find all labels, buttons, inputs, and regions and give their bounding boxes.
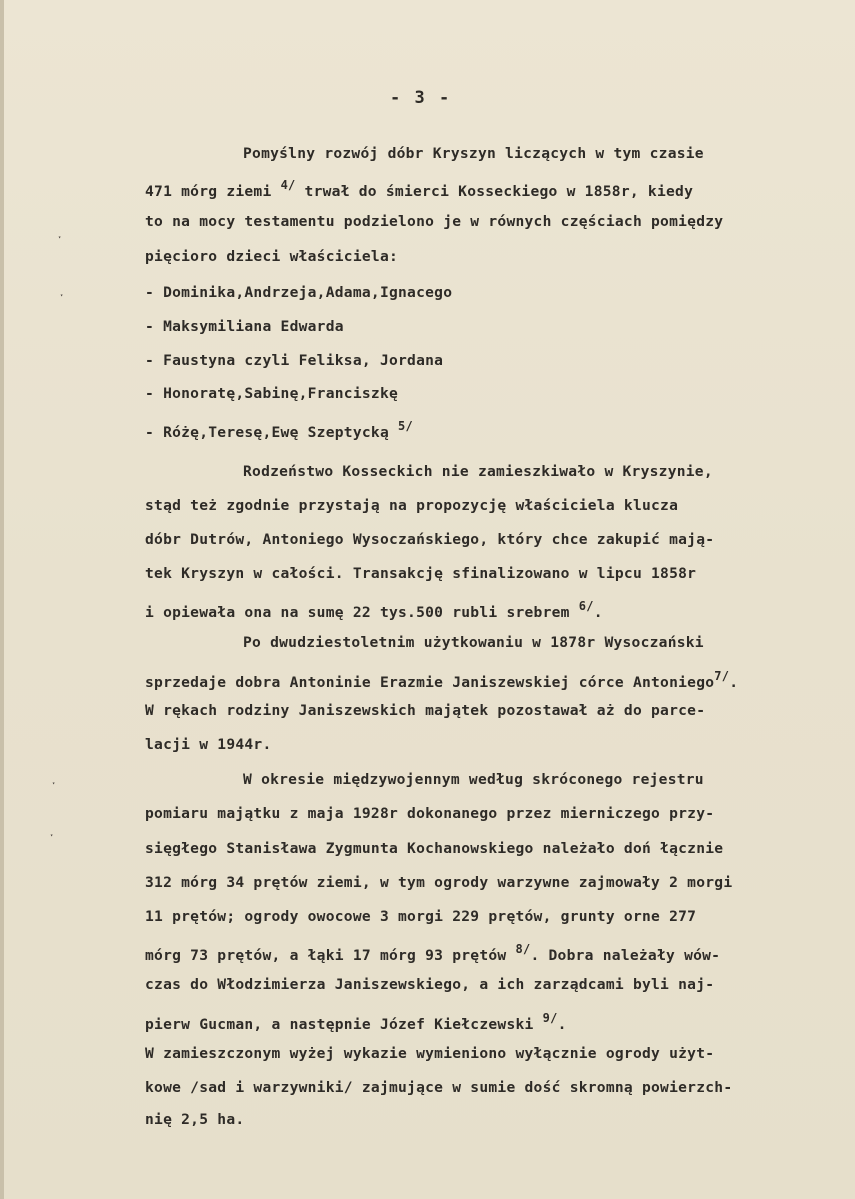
text-line: sięgłego Stanisława Zygmunta Kochanowskiego należało doń łącznie xyxy=(145,840,724,857)
text-span: - Różę,Teresę,Ewę Szeptycką xyxy=(145,424,389,441)
text-line xyxy=(145,1011,567,1033)
text-line: lacji w 1944r. xyxy=(145,736,272,753)
text-span: trwał do śmierci Kosseckiego w 1858r, kiedy xyxy=(295,183,694,200)
margin-mark: ˑ xyxy=(48,830,56,844)
footnote-ref: 5/ xyxy=(398,419,413,433)
list-item: - Maksymiliana Edwarda xyxy=(145,318,344,335)
text-line: czas do Włodzimierza Janiszewskiego, a ich zarządcami byli naj- xyxy=(145,976,715,993)
footnote-ref: 9/ xyxy=(542,1011,558,1025)
text-line: to na mocy testamentu podzielono je w równych częściach pomiędzy xyxy=(145,213,724,230)
text-line: W rękach rodziny Janiszewskich majątek pozostawał aż do parce- xyxy=(145,702,706,719)
margin-mark: ˑ xyxy=(56,232,64,246)
text-line: dóbr Dutrów, Antoniego Wysoczańskiego, który chce zakupić mają- xyxy=(145,531,715,548)
text-span: . xyxy=(557,1016,567,1033)
footnote-ref: 7/ xyxy=(714,669,730,683)
margin-mark: ˑ xyxy=(58,290,66,304)
footnote-ref: 4/ xyxy=(280,178,296,192)
text-line: tek Kryszyn w całości. Transakcję sfinalizowano w lipcu 1858r xyxy=(145,565,697,582)
margin-mark: ˑ xyxy=(50,778,58,792)
text-line: W zamieszczonym wyżej wykazie wymieniono wyłącznie ogrody użyt- xyxy=(145,1045,715,1062)
text-span: . xyxy=(729,674,739,691)
text-line: W okresie międzywojennym według skróconego rejestru xyxy=(243,771,704,788)
text-line: 312 mórg 34 prętów ziemi, w tym ogrody warzywne zajmowały 2 morgi xyxy=(145,874,733,891)
text-span: pierw Gucman, a następnie Józef Kiełczewski xyxy=(145,1016,534,1033)
text-line xyxy=(145,942,720,964)
text-span: mórg 73 prętów, a łąki 17 mórg 93 prętów xyxy=(145,947,507,964)
text-span: . xyxy=(593,604,603,621)
text-line: Pomyślny rozwój dóbr Kryszyn liczących w tym czasie xyxy=(243,145,704,162)
list-item xyxy=(145,419,413,441)
list-item: - Honoratę,Sabinę,Franciszkę xyxy=(145,385,399,402)
text-span: sprzedaje dobra Antoninie Erazmie Janiszewskiej córce Antoniego xyxy=(145,674,715,691)
text-line: Rodzeństwo Kosseckich nie zamieszkiwało w Kryszynie, xyxy=(243,463,713,480)
text-line: Po dwudziestoletnim użytkowaniu w 1878r Wysoczański xyxy=(243,634,704,651)
text-span: i opiewała ona na sumę 22 tys.500 rubli srebrem xyxy=(145,604,570,621)
text-line: nię 2,5 ha. xyxy=(145,1111,245,1128)
list-item: - Dominika,Andrzeja,Adama,Ignacego xyxy=(145,284,453,301)
text-line: kowe /sad i warzywniki/ zajmujące w sumie dość skromną powierzch- xyxy=(145,1079,733,1096)
list-item: - Faustyna czyli Feliksa, Jordana xyxy=(145,352,444,369)
text-span: . Dobra należały wów- xyxy=(530,947,721,964)
text-line: 11 prętów; ogrody owocowe 3 morgi 229 prętów, grunty orne 277 xyxy=(145,908,697,925)
footnote-ref: 8/ xyxy=(515,942,531,956)
text-line xyxy=(145,669,738,691)
text-line: pięcioro dzieci właściciela: xyxy=(145,248,399,265)
text-line: stąd też zgodnie przystają na propozycję właściciela klucza xyxy=(145,497,679,514)
footnote-ref: 6/ xyxy=(578,599,594,613)
text-span: 471 mórg ziemi xyxy=(145,183,272,200)
text-line xyxy=(145,178,693,200)
text-line: pomiaru majątku z maja 1928r dokonanego przez mierniczego przy- xyxy=(145,805,715,822)
page-number: - 3 - xyxy=(390,88,452,108)
text-line xyxy=(145,599,603,621)
